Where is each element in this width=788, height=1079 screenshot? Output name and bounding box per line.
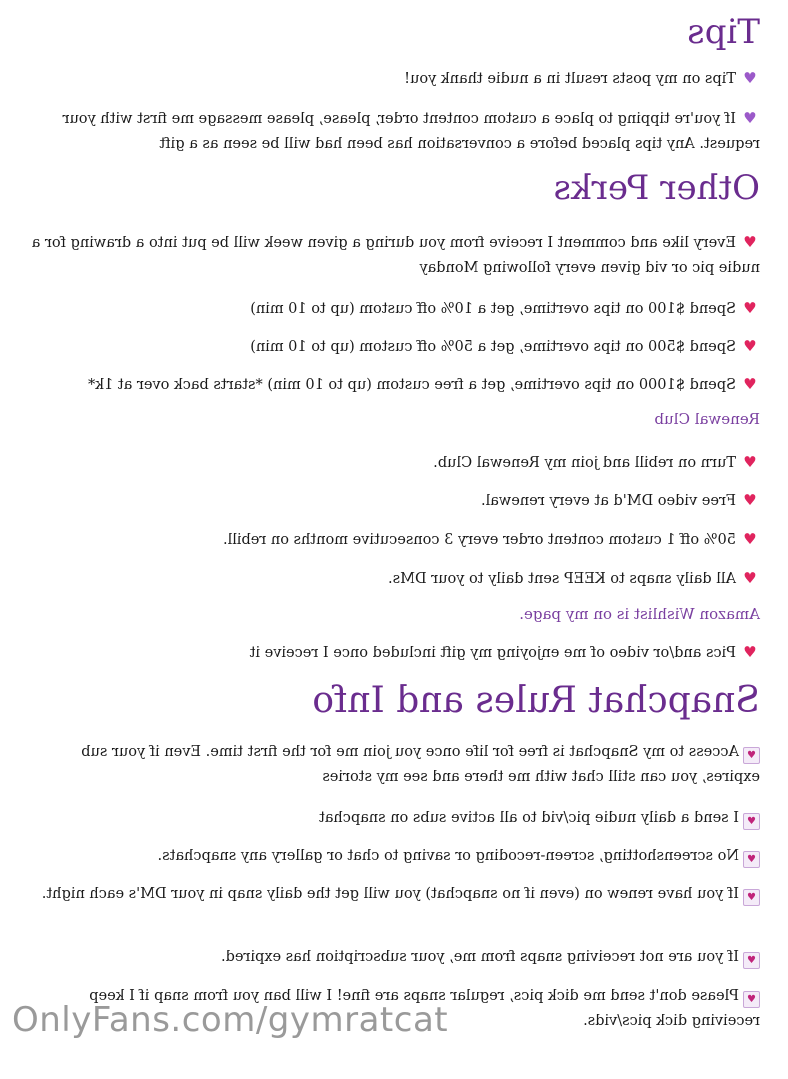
other-perks-heading: Other Perks <box>553 168 760 208</box>
list-item: ♥I send a daily nudie pic/vid to all active subs on snapchat <box>20 806 760 831</box>
list-item: ♥If you are not receiving snaps from me, your subscription has expired. <box>20 945 760 970</box>
pink-heart-icon: ♥ <box>743 233 757 251</box>
list-item: ♥All daily snaps to KEEP sent daily to your DMs. <box>20 566 760 592</box>
snapchat-ghost-icon: ♥ <box>743 813 760 830</box>
pink-heart-icon: ♥ <box>743 453 757 471</box>
snapchat-ghost-icon: ♥ <box>743 991 760 1008</box>
list-item: ♥50% off 1 custom content order every 3 consecutive months on rebill. <box>20 527 760 553</box>
snapchat-ghost-icon: ♥ <box>743 747 760 764</box>
tips-heading: Tips <box>687 12 760 52</box>
pink-heart-icon: ♥ <box>743 337 757 355</box>
pink-heart-icon: ♥ <box>743 375 757 393</box>
snapchat-ghost-icon: ♥ <box>743 851 760 868</box>
renewal-club-heading: Renewal Club <box>654 410 760 428</box>
snapchat-heading: Snapchat Rules and Info <box>312 680 760 721</box>
list-item: ♥Turn on rebill and join my Renewal Club. <box>20 450 760 476</box>
list-item: ♥Free video DM'd at every renewal. <box>20 488 760 514</box>
amazon-wishlist-heading: Amazon Wishlist is on my page. <box>519 605 760 623</box>
list-item: ♥If you're tipping to place a custom content order, please, please message me first with your request. Any tips placed before a conversation has been had will be seen as a gift <box>25 106 760 157</box>
list-item: ♥Spend $500 on tips overtime, get a 50% off custom (up to 10 min) <box>20 334 760 360</box>
pink-heart-icon: ♥ <box>743 530 757 548</box>
list-item: ♥Every like and comment I receive from you during a given week will be put into a drawing for a nudie pic or vid given every following Monday <box>25 230 760 281</box>
snapchat-ghost-icon: ♥ <box>743 889 760 906</box>
list-item: ♥Tips on my posts result in a nudie thank you! <box>20 66 760 92</box>
purple-heart-icon: ♥ <box>743 69 757 87</box>
snapchat-ghost-icon: ♥ <box>743 952 760 969</box>
list-item: ♥Spend $1000 on tips overtime, get a free custom (up to 10 min) *starts back over at 1k* <box>20 372 760 398</box>
list-item: ♥Spend $100 on tips overtime, get a 10% off custom (up to 10 min) <box>20 296 760 322</box>
purple-heart-icon: ♥ <box>743 109 757 127</box>
pink-heart-icon: ♥ <box>743 569 757 587</box>
pink-heart-icon: ♥ <box>743 299 757 317</box>
list-item: ♥Access to my Snapchat is free for life once you join me for the first time. Even if your sub expires, you can still chat with me there and see my stories <box>81 744 760 785</box>
watermark: OnlyFans.com/gymratcat <box>12 1000 449 1040</box>
list-item: ♥Pics and/or video of me enjoying my gift included once I receive it <box>20 640 760 666</box>
list-item: ♥Please don't send me dick pics, regular snaps are fine! I will ban you from snap if I keep receiving dick pics/vids. <box>89 988 760 1029</box>
list-item: ♥No screenshotting, screen-recoding or saving to chat or gallery any snapchats. <box>20 844 760 869</box>
pink-heart-icon: ♥ <box>743 643 757 661</box>
list-item: ♥If you have renew on (even if no snapchat) you will get the daily snap in your DM's each night. <box>25 882 760 907</box>
pink-heart-icon: ♥ <box>743 491 757 509</box>
